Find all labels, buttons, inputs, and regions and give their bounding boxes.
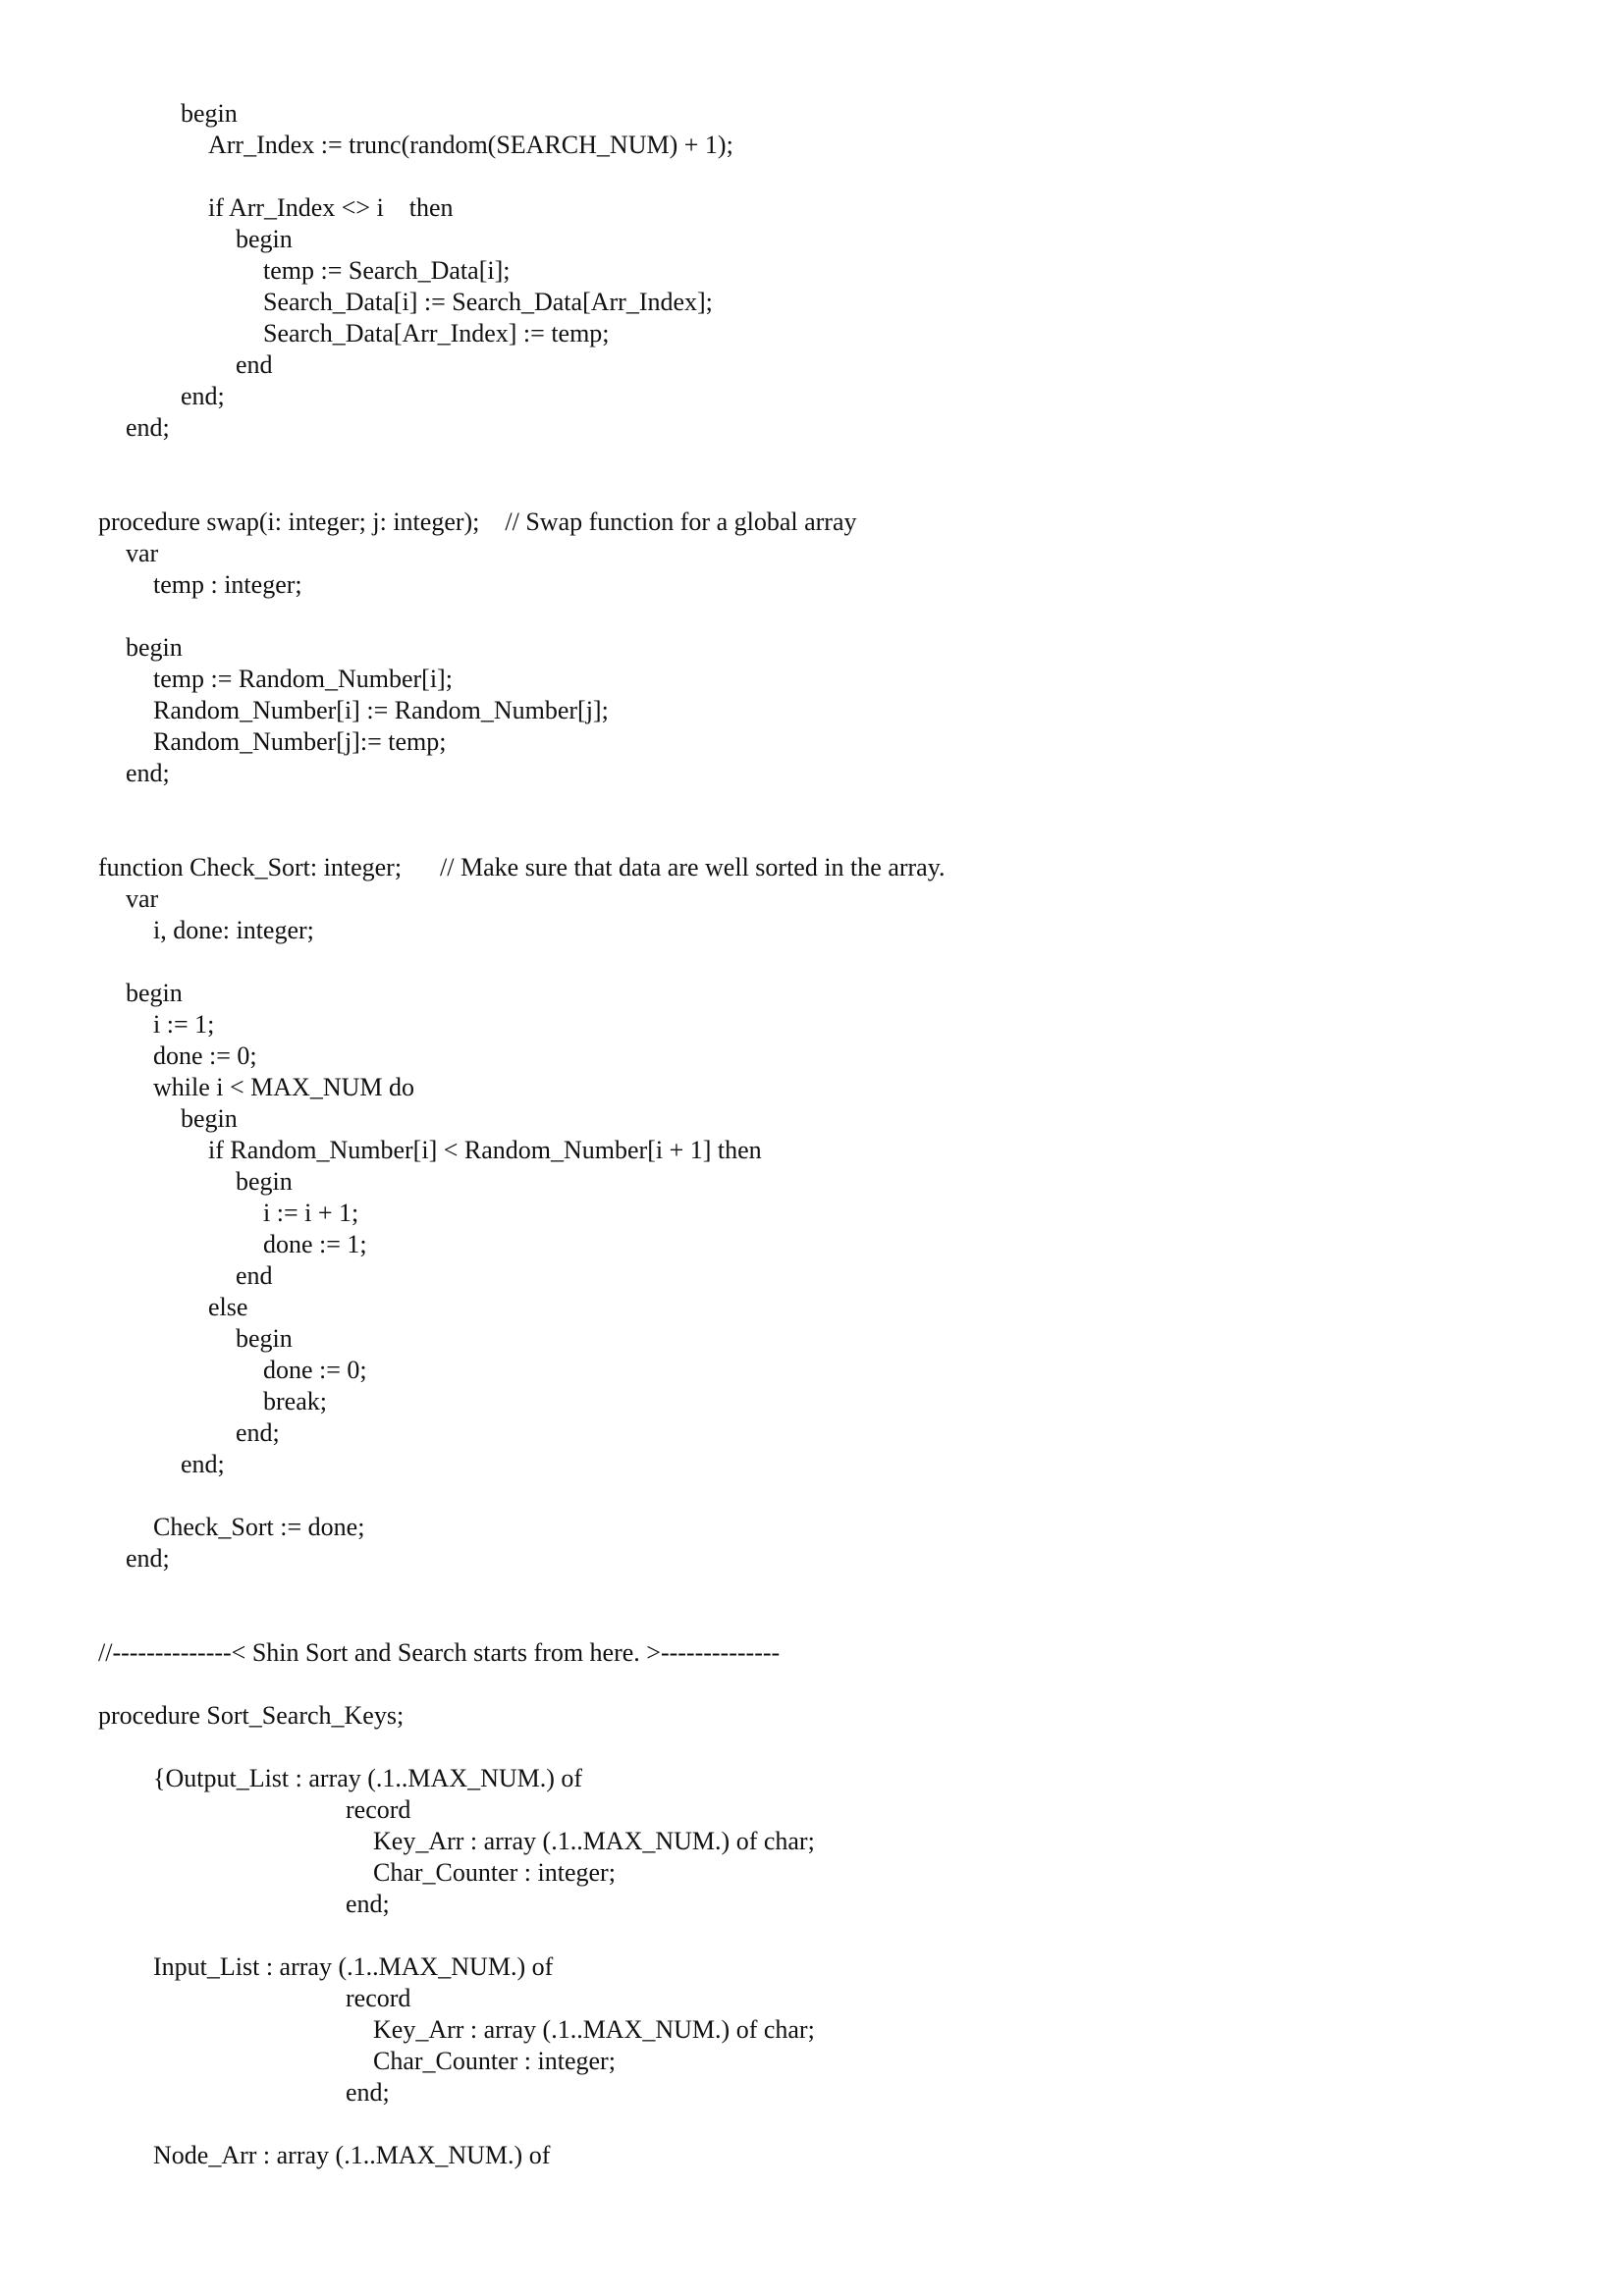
blank-line — [98, 601, 1532, 632]
code-line: i := i + 1; — [263, 1199, 359, 1227]
code-line: done := 0; — [263, 1356, 367, 1384]
code-line: end; — [126, 413, 170, 442]
code-line: function Check_Sort: integer; // Make sure that data are well sorted in the array. — [98, 853, 946, 881]
code-line: begin — [181, 99, 238, 128]
code-line: record — [346, 1795, 411, 1824]
code-line: begin — [126, 633, 183, 662]
code-line: end; — [346, 2078, 390, 2107]
blank-line — [98, 1480, 1532, 1512]
blank-line — [98, 1920, 1532, 1951]
code-line: procedure Sort_Search_Keys; — [98, 1701, 405, 1730]
code-listing — [98, 98, 1532, 2171]
code-line: done := 0; — [153, 1041, 257, 1070]
code-line: while i < MAX_NUM do — [153, 1073, 414, 1101]
code-block-check-sort — [98, 852, 1532, 1575]
code-line: if Arr_Index <> i then — [208, 193, 454, 222]
code-line: done := 1; — [263, 1230, 367, 1258]
code-line: end; — [126, 759, 170, 787]
code-line: Input_List : array (.1..MAX_NUM.) of — [153, 1952, 554, 1981]
code-line: Arr_Index := trunc(random(SEARCH_NUM) + 1); — [208, 131, 733, 159]
code-line: else — [208, 1293, 248, 1321]
code-line: Search_Data[Arr_Index] := temp; — [263, 319, 610, 347]
code-line: temp : integer; — [153, 570, 302, 599]
code-comment-line: //--------------< Shin Sort and Search starts from here. >-------------- — [98, 1638, 781, 1667]
code-block-sort-search-keys — [98, 1700, 1532, 2171]
code-line: end — [236, 350, 273, 379]
code-line: begin — [181, 1104, 238, 1133]
code-block-swap — [98, 507, 1532, 789]
blank-line — [98, 161, 1532, 192]
code-line: temp := Search_Data[i]; — [263, 256, 511, 285]
code-line: Char_Counter : integer; — [373, 1858, 616, 1887]
blank-line — [98, 946, 1532, 978]
code-line: Check_Sort := done; — [153, 1513, 365, 1541]
code-line: Random_Number[i] := Random_Number[j]; — [153, 696, 609, 724]
code-line: Char_Counter : integer; — [373, 2047, 616, 2075]
code-line: {Output_List : array (.1..MAX_NUM.) of — [153, 1764, 583, 1792]
code-line: end; — [126, 1544, 170, 1573]
blank-line — [98, 2109, 1532, 2140]
code-line: var — [126, 539, 159, 567]
code-line: end — [236, 1261, 273, 1290]
code-line: end; — [236, 1418, 280, 1447]
code-line: begin — [236, 1324, 293, 1353]
code-line: i := 1; — [153, 1010, 215, 1039]
code-line: temp := Random_Number[i]; — [153, 665, 453, 693]
code-line: begin — [126, 979, 183, 1007]
code-line: var — [126, 884, 159, 913]
code-line: i, done: integer; — [153, 916, 314, 944]
code-line: begin — [236, 1167, 293, 1196]
code-line: break; — [263, 1387, 327, 1415]
code-line: Key_Arr : array (.1..MAX_NUM.) of char; — [373, 1827, 815, 1855]
code-line: Search_Data[i] := Search_Data[Arr_Index]; — [263, 288, 713, 316]
code-line: end; — [346, 1890, 390, 1918]
code-line: Random_Number[j]:= temp; — [153, 727, 447, 756]
code-line: record — [346, 1984, 411, 2012]
code-line: if Random_Number[i] < Random_Number[i + 1] then — [208, 1136, 762, 1164]
code-line: end; — [181, 1450, 225, 1478]
code-line: end; — [181, 382, 225, 410]
code-line: Key_Arr : array (.1..MAX_NUM.) of char; — [373, 2015, 815, 2044]
code-line: begin — [236, 225, 293, 253]
code-block-shuffle — [98, 98, 1532, 444]
section-comment — [98, 1637, 1532, 1669]
blank-line — [98, 1732, 1532, 1763]
code-line: Node_Arr : array (.1..MAX_NUM.) of — [153, 2141, 551, 2169]
code-line: procedure swap(i: integer; j: integer); // Swap function for a global array — [98, 507, 857, 536]
